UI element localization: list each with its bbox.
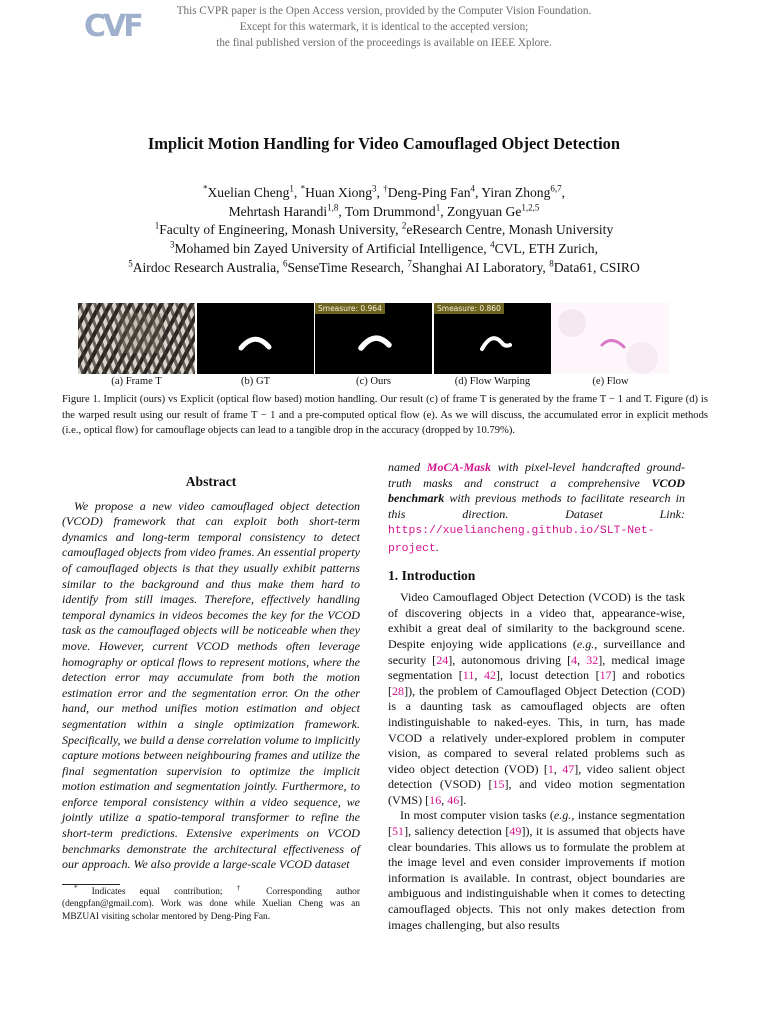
citation-link[interactable]: 4 xyxy=(571,652,578,667)
affiliation-number: 7 xyxy=(407,258,412,269)
author-block xyxy=(0,184,768,278)
text-run: ], medical image segmentation [ xyxy=(388,652,685,683)
affiliation-number: 4 xyxy=(490,239,495,250)
watermark-line-3: the final published version of the proceedings is available on IEEE Xplore. xyxy=(216,37,552,49)
dataset-name-link[interactable]: MoCA-Mask xyxy=(426,460,492,474)
figure-panel-gt xyxy=(197,303,314,374)
affiliation: $^4$CVL, ETH Zurich, xyxy=(490,239,599,257)
citation-link[interactable]: 32 xyxy=(586,652,599,667)
author-affiliation-number: 3 xyxy=(372,183,377,194)
affiliation-number: 5 xyxy=(128,258,133,269)
abstract-continuation xyxy=(388,460,685,558)
affiliation-line-3 xyxy=(0,259,768,278)
italic-text: e.g. xyxy=(553,808,572,823)
footnote-text-2: Corresponding author (dengpfan@gmail.com). Work was done while Xuelian Cheng was an MBZUAI visiting scholar mentored by Deng-Ping Fan. xyxy=(62,887,360,922)
text-run: , xyxy=(577,652,587,667)
italic-text: e.g. xyxy=(576,636,595,651)
affiliation: $^6$SenseTime Research, xyxy=(282,258,408,275)
abstract-cont-mid: with pixel-level handcrafted ground-truth masks and construct a comprehensive xyxy=(388,460,685,490)
affiliation-number: 1 xyxy=(154,220,160,231)
footnote-mark-corresponding: † xyxy=(236,883,252,892)
warped-mask-shape xyxy=(482,338,510,349)
author-name: Tom Drummond$^1$, xyxy=(344,202,448,219)
text-run: ], autonomous driving [ xyxy=(448,652,572,667)
figure-label-e: (e) Flow xyxy=(592,376,629,387)
smeasure-badge-flow-warping: Smeasure: 0.860 xyxy=(434,303,504,314)
affiliation-number: 8 xyxy=(549,258,554,269)
watermark-text xyxy=(140,3,628,51)
abstract-cont-end: . xyxy=(435,539,439,554)
text-run: , xyxy=(474,668,484,683)
citation-link[interactable]: 15 xyxy=(492,777,505,792)
affiliation-number: 6 xyxy=(282,258,288,269)
text-run: ]. xyxy=(459,792,467,807)
author-line-2 xyxy=(0,203,768,222)
smeasure-badge-ours: Smeasure: 0.964 xyxy=(315,303,385,314)
figure-label-c: (c) Ours xyxy=(355,376,391,387)
text-run: ]), the problem of Camouflaged Object Detection (COD) is a daunting task as camouflaged objects are often indistinguishable to naked-eyes. This, in turn, has made VCOD a relatively under-explored problem in computer vision, as compared to several related problems such as video object detection (VOD) [ xyxy=(388,683,685,776)
abstract-cont-after: with previous methods to facilitate research in this direction. Dataset Link: xyxy=(388,491,685,521)
text-run: ] and robotics [ xyxy=(388,668,685,698)
citation-link[interactable]: 24 xyxy=(436,652,449,667)
citation-link[interactable]: 17 xyxy=(599,668,612,683)
affiliation: $^7$Shanghai AI Laboratory, xyxy=(407,258,550,275)
text-run: In most computer vision tasks ( xyxy=(400,808,554,823)
author-affiliation-number: 6,7 xyxy=(550,183,562,194)
figure-label-a: (a) Frame T xyxy=(111,376,162,387)
text-run: ]), it is assumed that objects have clear boundaries. This allows us to formulate the problem at the image level and even consider improvements if motion information is available. In contrast, object boundaries are ambiguous and indistinguishable when it comes to detecting camouflaged objects. This not only makes detection from images challenging, but also results xyxy=(388,824,685,932)
author-mark: * xyxy=(202,183,208,194)
text-run: ], video salient object detection (VSOD) [ xyxy=(388,761,685,792)
ours-mask-shape xyxy=(361,338,389,348)
citation-link[interactable]: 1 xyxy=(547,761,554,776)
watermark-line-1: This CVPR paper is the Open Access version, provided by the Computer Vision Foundation. xyxy=(176,5,592,17)
cvf-logo-text: CVF xyxy=(84,9,141,42)
text-run: , xyxy=(553,761,563,776)
right-column xyxy=(388,460,685,933)
figure-caption: Figure 1. Implicit (ours) vs Explicit (optical flow based) motion handling. Our result (c) of frame T is generated by the frame T − 1 and T. Figure (d) is the warped result using our result of frame T − 1 and a pre-computed optical flow (e). As we will discuss, the accumulated error in explicit methods (i.e., optical flow) for camouflage objects can lead to a tangible drop in the accuracy (dropped by 10.79%). xyxy=(62,394,708,437)
footnote-mark-equal: * xyxy=(74,883,78,892)
zebra-pattern-image xyxy=(78,303,195,374)
author-name: Mehrtash Harandi$^{1,8}$, xyxy=(228,202,345,219)
author-name: Zongyuan Ge$^{1,2,5}$ xyxy=(447,202,540,219)
intro-paragraph-1 xyxy=(388,590,685,808)
figure-panel-ours xyxy=(315,303,432,374)
affiliation: $^1$Faculty of Engineering, Monash University, xyxy=(154,220,402,238)
affiliation: $^5$Airdoc Research Australia, xyxy=(128,258,283,275)
affiliation: $^8$Data61, CSIRO xyxy=(549,258,640,275)
abstract-text: We propose a new video camouflaged object detection (VCOD) framework that can exploit both short-term dynamics and long-term temporal consistency to detect camouflaged objects from video frames. An essential property of camouflaged objects is that they usually exhibit patterns similar to the background and thus make them hard to identify from still images. Therefore, effectively handling temporal dynamics in videos becomes the key for the VCOD task as the camouflaged objects will be noticeable when they move. However, current VCOD methods often leverage homography or optical flows to represent motions, where the detection error may accumulate from both the motion estimation error and the segmentation error. On the other hand, our method unifies motion estimation and object segmentation within a single optimization framework. Specifically, we build a dense correlation volume to implicitly capture motions between neighbouring frames and utilize the final segmentation supervision to optimize the implicit motion estimation and segmentation jointly. Furthermore, to enforce temporal consistency within a video sequence, we jointly utilize a spatio-temporal transformer to refine the short-term predictions. Extensive experiments on VCOD benchmarks demonstrate the architectural effectiveness of our approach. We also provide a large-scale VCOD dataset xyxy=(62,498,361,872)
gt-mask-shape xyxy=(241,339,269,348)
citation-link[interactable]: 11 xyxy=(462,668,475,683)
abstract-cont-before: named xyxy=(388,460,427,474)
citation-link[interactable]: 51 xyxy=(392,824,405,839)
text-run: , xyxy=(441,792,448,807)
text-run: , instance segmentation [ xyxy=(388,808,686,839)
text-run: ], saliency detection [ xyxy=(404,824,510,839)
affiliation-line-2 xyxy=(0,240,768,259)
author-name: *Xuelian Cheng$^1$, xyxy=(202,183,301,200)
author-name: †Deng-Ping Fan$^4$, xyxy=(383,183,482,200)
figure-panel-flow xyxy=(552,303,669,374)
author-mark: * xyxy=(300,183,306,194)
abstract-heading: Abstract xyxy=(185,474,237,489)
text-run: ], locust detection [ xyxy=(496,668,600,683)
project-link[interactable]: https://xueliancheng.github.io/SLT-Net-project xyxy=(388,525,655,555)
citation-link[interactable]: 28 xyxy=(392,683,405,698)
author-name: Yiran Zhong$^{6,7}$, xyxy=(481,183,566,200)
abstract-cont-bold: VCOD benchmark xyxy=(388,475,685,506)
author-name: *Huan Xiong$^3$, xyxy=(300,183,384,200)
text-run: ], and video motion segmentation (VMS) [ xyxy=(388,777,685,807)
cvf-logo xyxy=(82,6,142,42)
author-affiliation-number: 1,8 xyxy=(327,202,339,213)
author-line-1 xyxy=(0,184,768,203)
left-column xyxy=(62,474,360,873)
watermark-line-2: Except for this watermark, it is identical to the accepted version; xyxy=(239,21,529,33)
intro-paragraph-2 xyxy=(388,808,685,933)
figure-label-d: (d) Flow Warping xyxy=(454,376,531,387)
introduction-heading: 1. Introduction xyxy=(388,567,476,583)
citation-link[interactable]: 42 xyxy=(483,668,497,683)
footnote-text-1: Indicates equal contribution; xyxy=(77,887,237,897)
affiliation: $^2$eResearch Centre, Monash University xyxy=(401,220,614,238)
author-affiliation-number: 1 xyxy=(289,183,294,194)
affiliation: $^3$Mohamed bin Zayed University of Artificial Intelligence, xyxy=(169,239,491,257)
text-run: Video Camouflaged Object Detection (VCOD) is the task of discovering objects in a video that, appearance-wise, exhibit a great deal of similarity to the background scene. Despite enjoying wide applications ( xyxy=(388,590,685,651)
affiliation-number: 2 xyxy=(401,220,407,231)
figure-panel-flow-warping xyxy=(434,303,551,374)
affiliation-line-1 xyxy=(0,221,768,240)
footnote xyxy=(62,883,360,923)
citation-link[interactable]: 47 xyxy=(562,761,575,776)
author-affiliation-number: 1,2,5 xyxy=(521,202,540,213)
paper-title: Implicit Motion Handling for Video Camouflaged Object Detection xyxy=(147,134,621,153)
citation-link[interactable]: 46 xyxy=(447,792,460,807)
citation-link[interactable]: 49 xyxy=(509,824,522,839)
author-affiliation-number: 1 xyxy=(435,202,441,213)
author-mark: † xyxy=(383,183,388,194)
affiliation-number: 3 xyxy=(169,239,175,250)
figure-label-b: (b) GT xyxy=(240,376,271,387)
text-run: , surveillance and security [ xyxy=(388,636,685,667)
author-affiliation-number: 4 xyxy=(470,183,475,194)
citation-link[interactable]: 16 xyxy=(429,792,442,807)
footnote-rule xyxy=(62,884,120,885)
figure-panel-frame xyxy=(78,303,195,374)
